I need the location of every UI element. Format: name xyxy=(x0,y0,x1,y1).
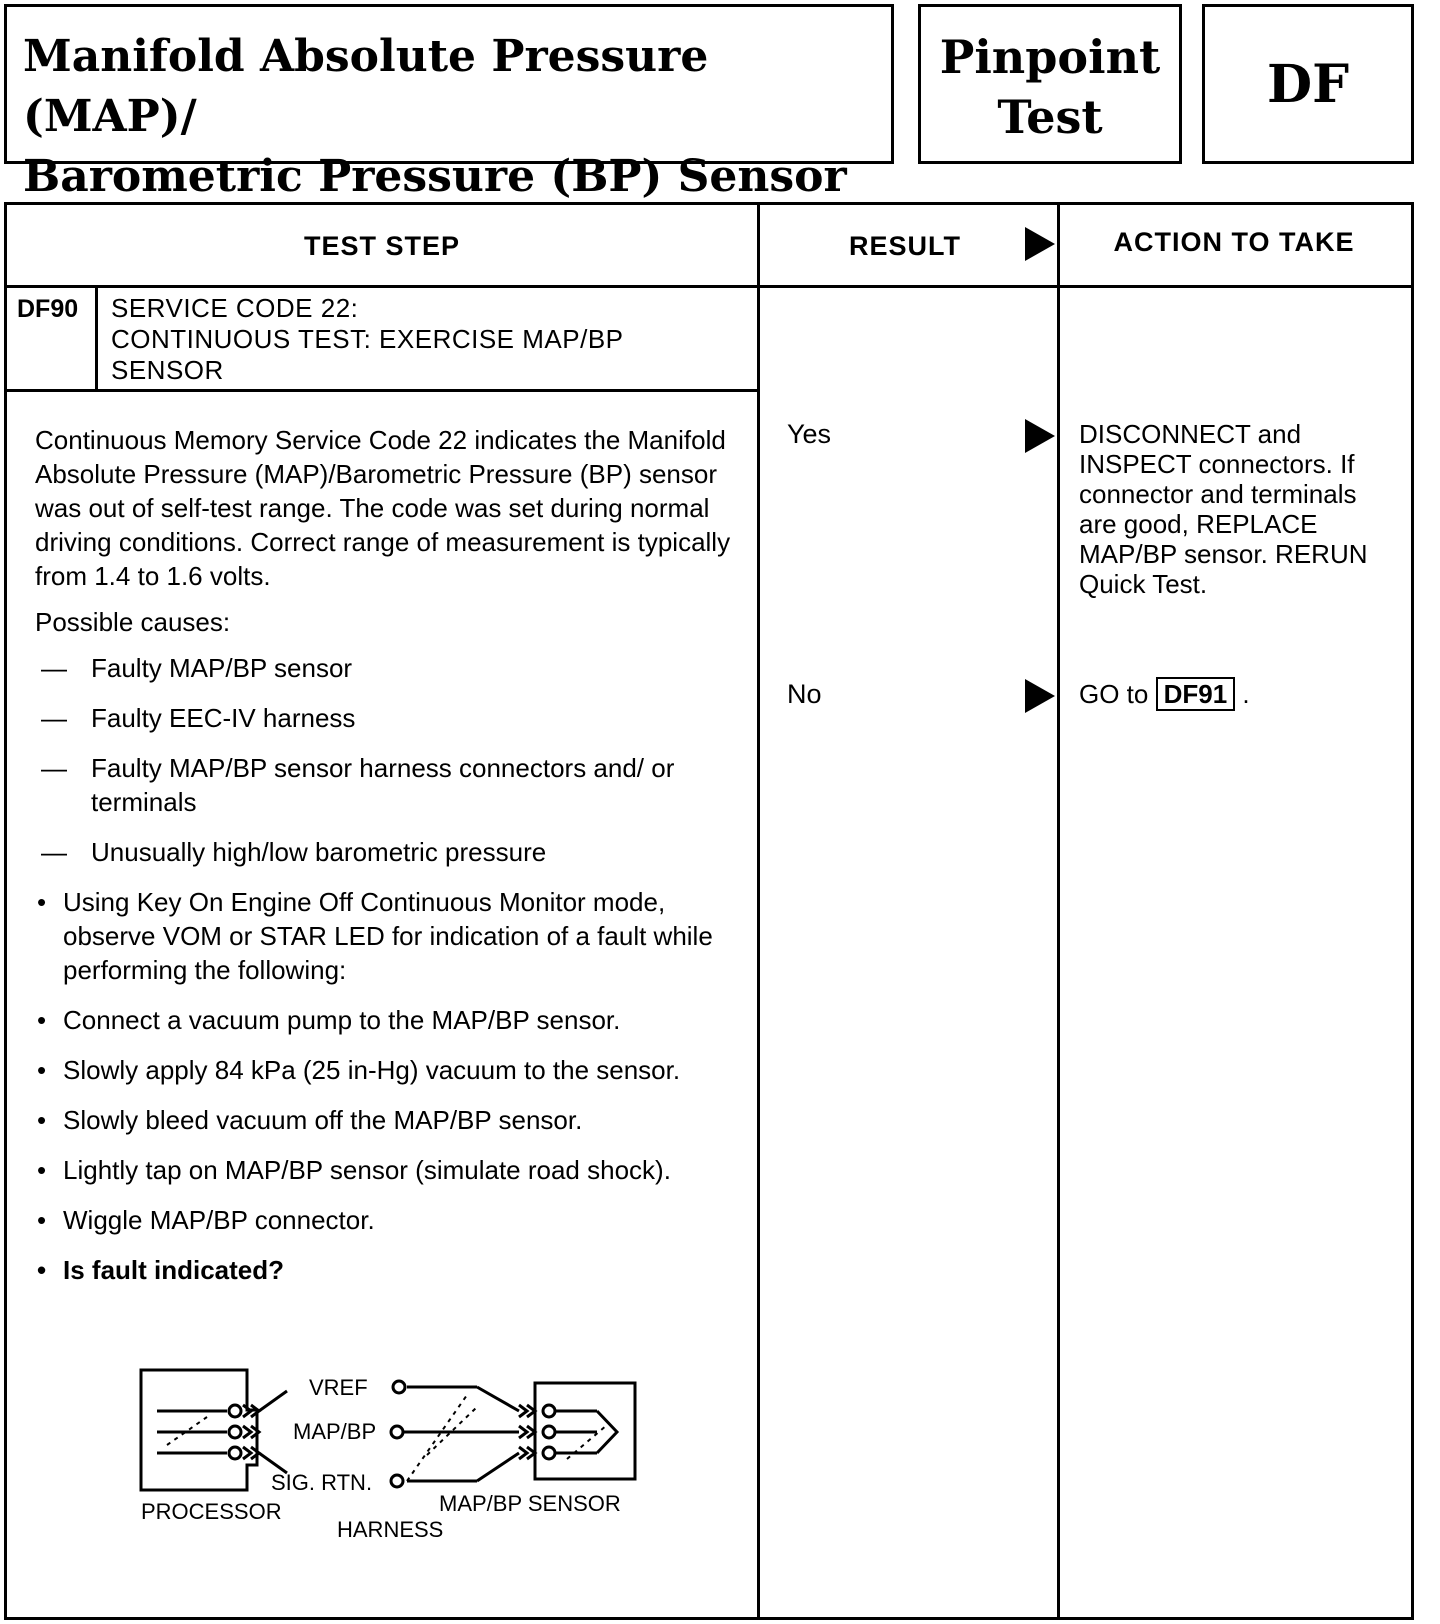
action-no-prefix: GO to xyxy=(1079,679,1149,709)
column-divider-2 xyxy=(1057,205,1060,1617)
diagram-label-sensor: MAP/BP SENSOR xyxy=(439,1491,621,1516)
step-description: Continuous Memory Service Code 22 indicates the Manifold Absolute Pressure (MAP)/Barometric Pressure (BP) sensor was out of self-test range. The code was set during normal driving conditions. Correct range of measurement is typically from 1.4 to 1.6 volts. xyxy=(35,425,731,591)
test-title xyxy=(4,4,894,202)
step-title-rule xyxy=(7,389,757,392)
step-title-line-2: CONTINUOUS TEST: EXERCISE MAP/BP xyxy=(111,324,624,354)
cause-item: — Faulty MAP/BP sensor harness connectors and/ or terminals xyxy=(41,753,675,817)
column-header-result: RESULT xyxy=(849,230,961,261)
procedure-item: • Wiggle MAP/BP connector. xyxy=(37,1205,375,1235)
action-no-suffix: . xyxy=(1242,679,1250,709)
title-line-2: Barometric Pressure (BP) Sensor xyxy=(23,151,847,202)
step-title-line-3: SENSOR xyxy=(111,355,224,385)
df91-reference-link[interactable]: DF91 xyxy=(1156,677,1236,711)
action-no xyxy=(1079,679,1399,709)
test-type-line-2: Test xyxy=(997,90,1103,144)
test-code-label: DF xyxy=(1266,53,1349,115)
diagram-label-map-bp: MAP/BP xyxy=(293,1419,377,1444)
cause-item: — Faulty EEC-IV harness xyxy=(41,703,356,733)
action-yes: DISCONNECT and INSPECT connectors. If connector and terminals are good, REPLACE MAP/BP sensor. RERUN Quick Test. xyxy=(1079,419,1368,599)
step-question: • Is fault indicated? xyxy=(37,1255,285,1285)
diagram-label-processor: PROCESSOR xyxy=(141,1499,282,1524)
diagram-label-harness: HARNESS xyxy=(337,1517,444,1542)
procedure-item: • Slowly bleed vacuum off the MAP/BP sensor. xyxy=(37,1105,583,1135)
result-arrow-icon xyxy=(1025,679,1055,713)
result-arrow-icon xyxy=(1025,227,1055,261)
procedure-item: • Slowly apply 84 kPa (25 in-Hg) vacuum to the sensor. xyxy=(37,1055,681,1085)
procedure-item: • Using Key On Engine Off Continuous Monitor mode, observe VOM or STAR LED for indication of a fault while performing the following: xyxy=(37,887,713,985)
test-table xyxy=(4,202,1414,1620)
step-title xyxy=(111,293,624,386)
result-arrow-icon xyxy=(1025,419,1055,453)
causes-heading: Possible causes: xyxy=(35,607,231,637)
title-line-1: Manifold Absolute Pressure (MAP)/ xyxy=(23,31,709,142)
column-header-action: ACTION TO TAKE xyxy=(1113,226,1355,257)
column-header-test-step: TEST STEP xyxy=(303,230,461,261)
test-type-line-1: Pinpoint xyxy=(939,30,1161,84)
diagram-label-vref: VREF xyxy=(309,1375,368,1400)
test-code xyxy=(1202,4,1414,164)
cause-item: — Faulty MAP/BP sensor xyxy=(41,653,353,683)
cause-item: — Unusually high/low barometric pressure xyxy=(41,837,547,867)
step-id: DF90 xyxy=(17,295,79,323)
diagram-label-sig-rtn: SIG. RTN. xyxy=(271,1470,373,1495)
column-divider-1 xyxy=(757,205,760,1617)
result-yes: Yes xyxy=(787,419,832,449)
step-title-line-1: SERVICE CODE 22: xyxy=(111,293,359,323)
result-no: No xyxy=(787,679,822,709)
step-id-divider xyxy=(95,285,98,389)
test-type xyxy=(918,4,1182,164)
procedure-item: • Connect a vacuum pump to the MAP/BP sensor. xyxy=(37,1005,621,1035)
step-body xyxy=(35,423,735,1303)
wiring-diagram xyxy=(127,1355,687,1605)
procedure-item: • Lightly tap on MAP/BP sensor (simulate road shock). xyxy=(37,1155,671,1185)
